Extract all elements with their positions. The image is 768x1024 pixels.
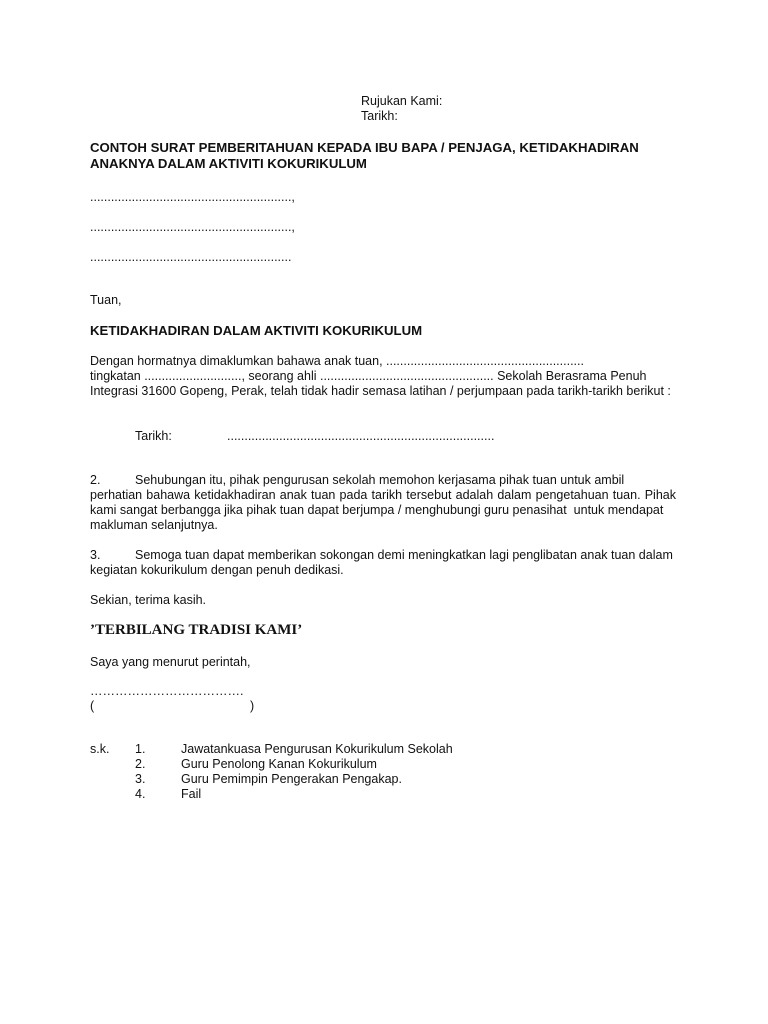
sk-item-text: Jawatankuasa Pengurusan Kokurikulum Sekolah [181, 742, 453, 756]
sk-item-number: 1. [135, 742, 146, 756]
sk-item-number: 2. [135, 757, 146, 771]
para1-line2: tingkatan ............................, seorang ahli .................................................. Sekolah Berasrama Penuh [90, 369, 647, 383]
date-field-dots: ............................................................................. [227, 429, 495, 443]
para1-line1: Dengan hormatnya dimaklumkan bahawa anak tuan, ......................................................... [90, 354, 584, 368]
para3-line2: kegiatan kokurikulum dengan penuh dedikasi. [90, 563, 344, 577]
ref-tarikh: Tarikh: [361, 109, 398, 123]
para3-number: 3. [90, 548, 101, 562]
sk-item-text: Guru Pemimpin Pengerakan Pengakap. [181, 772, 402, 786]
closing: Sekian, terima kasih. [90, 593, 207, 607]
address-line-3: .......................................................... [90, 250, 292, 264]
signature-open-paren: ( [90, 699, 95, 713]
para2-line2: perhatian bahawa ketidakhadiran anak tuan pada tarikh tersebut adalah dalam pengetahuan tuan. Pihak [90, 488, 676, 502]
salutation: Tuan, [90, 293, 122, 307]
sk-item-number: 3. [135, 772, 146, 786]
para2-line1: Sehubungan itu, pihak pengurusan sekolah memohon kerjasama pihak tuan untuk ambil [135, 473, 625, 487]
para2-line4: makluman selanjutnya. [90, 518, 218, 532]
date-field-label: Tarikh: [135, 429, 172, 443]
sk-item-number: 4. [135, 787, 146, 801]
address-line-2: .........................................................., [90, 220, 295, 234]
para2-number: 2. [90, 473, 101, 487]
signature-dots: ………………………………. [90, 684, 244, 698]
sk-label: s.k. [90, 742, 110, 756]
letter-title-line2: ANAKNYA DALAM AKTIVITI KOKURIKULUM [90, 156, 367, 171]
para2-line3: kami sangat berbangga jika pihak tuan dapat berjumpa / menghubungi guru penasihat untuk mendapat [90, 503, 664, 517]
signature-close-paren: ) [250, 699, 255, 713]
sk-item-text: Fail [181, 787, 202, 801]
address-line-1: .........................................................., [90, 190, 295, 204]
letter-title-line1: CONTOH SURAT PEMBERITAHUAN KEPADA IBU BAPA / PENJAGA, KETIDAKHADIRAN [90, 140, 639, 155]
para1-line3: Integrasi 31600 Gopeng, Perak, telah tidak hadir semasa latihan / perjumpaan pada tarikh-tarikh berikut : [90, 384, 671, 398]
ref-rujukan: Rujukan Kami: [361, 94, 443, 108]
yours-faithfully: Saya yang menurut perintah, [90, 655, 251, 669]
school-motto: ’TERBILANG TRADISI KAMI’ [90, 622, 303, 638]
para3-line1: Semoga tuan dapat memberikan sokongan demi meningkatkan lagi penglibatan anak tuan dalam [135, 548, 673, 562]
subject-heading: KETIDAKHADIRAN DALAM AKTIVITI KOKURIKULUM [90, 323, 423, 338]
sk-item-text: Guru Penolong Kanan Kokurikulum [181, 757, 377, 771]
